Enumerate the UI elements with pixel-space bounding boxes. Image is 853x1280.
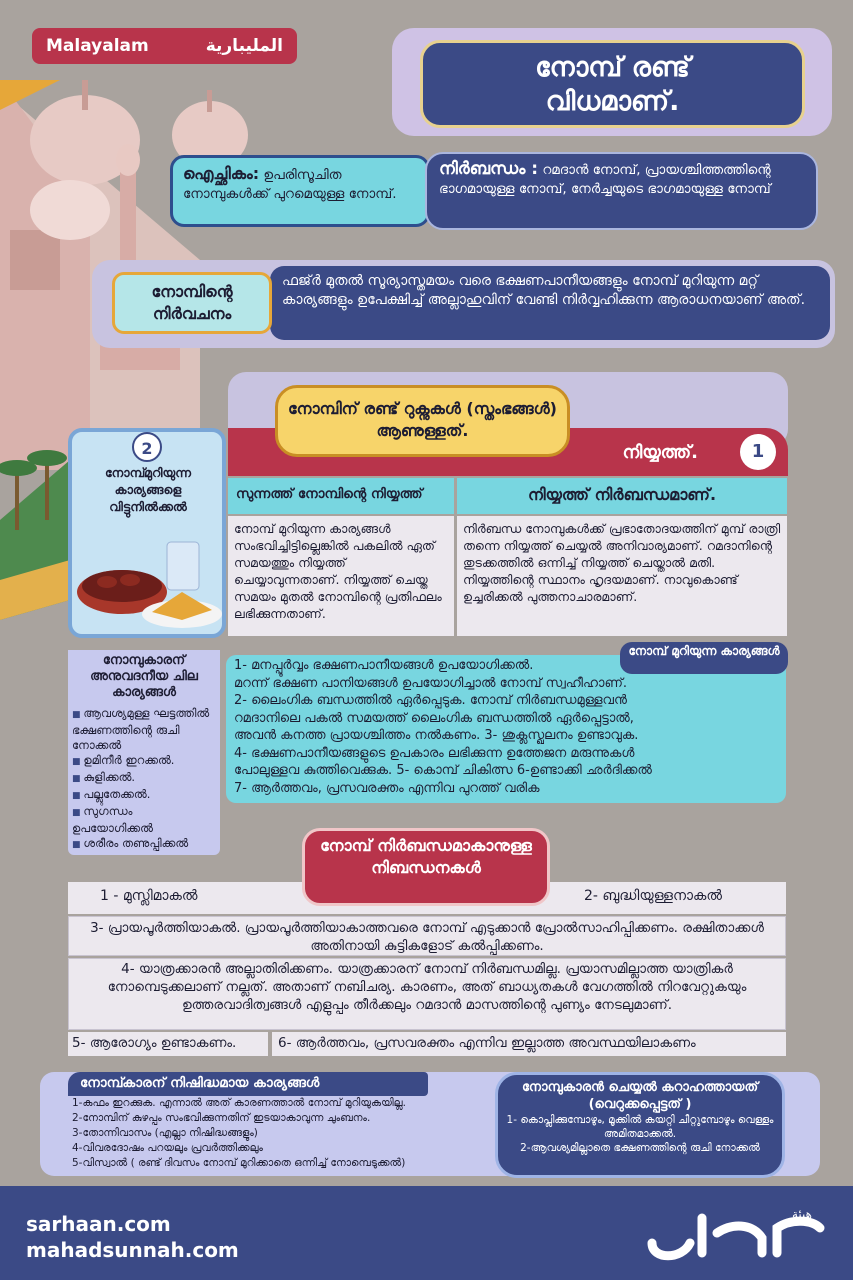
permitted-list: [68, 704, 220, 855]
condition-1: 1 - മുസ്ലിമാകൽ: [100, 888, 198, 904]
list-item: മറന്ന് ഭക്ഷണ പാനിയങ്ങൾ ഉപയോഗിച്ചാൽ നോമ്പ് സ്വഹീഹാണ്.: [234, 675, 628, 691]
list-item: ■ ഉമിനീർ ഇറക്കൽ.: [72, 753, 216, 770]
list-item: ■ പല്ലുതേക്കൽ.: [72, 787, 216, 804]
page-title: [420, 40, 805, 128]
definition-text: ഫജ്ർ മുതൽ സൂര്യാസ്തമയം വരെ ഭക്ഷണപാനീയങ്ങളും നോമ്പ് മുറിയുന്ന മറ്റ് കാര്യങ്ങളും ഉപേക്ഷിച്ച് അല്ലാഹുവിന് വേണ്ടി നിർവ്വഹിക്കുന്ന ആരാധനയാണ് അത്.: [270, 266, 830, 340]
obligatory-fast-box: [425, 152, 818, 230]
list-item: 5-വിസ്വാൽ ( രണ്ട് ദിവസം നോമ്പ് മുറിക്കാതെ ഒന്നിച്ച് നോമ്പെടുക്കൽ): [72, 1157, 406, 1169]
list-item: പോലുള്ളവ കുത്തിവെക്കുക. 5- കൊമ്പ് ചികിത്സ 6-ഉണ്ടാക്കി ഛർദിക്കൽ: [234, 763, 652, 778]
list-item: 3-തോന്നിവാസം (എല്ലാ നിഷിദ്ധങ്ങളും): [72, 1127, 258, 1139]
sunnah-niyyah-heading: സുന്നത്ത് നോമ്പിന്റെ നിയ്യത്ത്: [228, 478, 454, 514]
list-item: ■ കുളിക്കൽ.: [72, 770, 216, 787]
website-link-mahadsunnah[interactable]: mahadsunnah.com: [26, 1238, 239, 1262]
obligatory-label: നിർബന്ധം :: [439, 159, 539, 179]
language-banner: [32, 28, 297, 64]
pillars-label: നോമ്പിന് രണ്ട് റുക്നുകൾ (സ്തംഭങ്ങൾ) ആണുള്ളത്.: [275, 385, 570, 457]
obligatory-text: റമദാൻ നോമ്പ്, പ്രായശ്ചിത്തത്തിന്റെ ഭാഗമായുള്ള നോമ്പ്, നേർച്ചയുടെ ഭാഗമായുള്ള നോമ്പ്: [439, 162, 771, 197]
list-item: അവൻ കനത്ത പ്രായശ്ചിത്തം നൽകണം. 3- ശുക്ലസ്ഖലനം ഉണ്ടാവുക.: [234, 728, 639, 743]
permitted-things-box: [68, 650, 220, 855]
optional-label: ഐച്ഛികം:: [183, 164, 260, 183]
pillar2-number-badge: 2: [132, 432, 162, 462]
list-item: 2- ലൈംഗിക ബന്ധത്തിൽ ഏർപ്പെടുക. നോമ്പ് നിർബന്ധമുള്ളവൻ: [234, 693, 627, 708]
list-item: 2-നോമ്പിന് കുഴപ്പം സംഭവിക്കുന്നതിന് ഇടയാകാവുന്ന ചുംബനം.: [72, 1112, 371, 1124]
optional-text: ഉപരിസൂചിത നോമ്പുകൾക്ക് പുറമെയുള്ള നോമ്പ്.: [183, 167, 397, 202]
title-line-1: നോമ്പ് രണ്ട്: [535, 52, 690, 83]
pillar2-title: നോമ്പ്മുറിയുന്ന കാര്യങ്ങളെ വിട്ടുനിൽക്കൽ: [104, 465, 192, 514]
list-item: റമദാനിലെ പകൽ സമയത്ത് ലൈംഗിക ബന്ധത്തിൽ ഏർപ്പെട്ടാൽ,: [234, 710, 634, 726]
sunnah-niyyah-text: നോമ്പ് മുറിയുന്ന കാര്യങ്ങൾ സംഭവിച്ചിട്ടില്ലെങ്കിൽ പകലിൽ ഏത് സമയത്തും നിയ്യത്ത് ചെയ്യാവുന്നതാണ്. നിയ്യത്ത് ചെയ്ത സമയം മുതൽ നോമ്പിന്റെ പ്രതിഫലം ലഭിക്കുന്നതാണ്.: [228, 516, 454, 636]
wajib-niyyah-text: നിർബന്ധ നോമ്പുകൾക്ക് പ്രഭാതോദയത്തിന് മുമ്പ് രാത്രി തന്നെ നിയ്യത്ത് ചെയ്യൽ അനിവാര്യമാണ്. റമദാനിന്റെ തുടക്കത്തിൽ ഒന്നിച്ച് നിയ്യത്ത് ചെയ്താൽ മതി. നിയ്യത്തിന്റെ സ്ഥാനം ഹൃദയമാണ്. നാവുകൊണ്ട് ഉച്ചരിക്കൽ പുത്തനാചാരമാണ്.: [457, 516, 787, 636]
dates-and-food-icon: [72, 522, 222, 632]
makruh-title: നോമ്പുകാരൻ ചെയ്യൽ കറാഹത്തായത് (വെറുക്കപ്പെട്ടത് ): [521, 1080, 759, 1112]
wajib-niyyah-heading: നിയ്യത്ത് നിർബന്ധമാണ്.: [457, 478, 787, 514]
language-english: Malayalam: [46, 36, 149, 56]
website-link-sarhaan[interactable]: sarhaan.com: [26, 1212, 171, 1236]
list-item: 4- ഭക്ഷണപാനീയങ്ങളുടെ ഉപകാരം ലഭിക്കുന്ന ഉത്തേജന മരുന്നുകൾ: [234, 745, 635, 761]
makruh-item-1: 1- കൊപ്ലിക്കുമ്പോഴും, മൂക്കിൽ കയറ്റി ചീറ്റുമ്പോഴും വെള്ളം അമിതമാക്കൽ.: [506, 1114, 774, 1140]
list-item: ■ ശരീരം തണുപ്പിക്കൽ: [72, 836, 216, 853]
list-item: ■ സുഗന്ധം ഉപയോഗിക്കൽ: [72, 804, 216, 836]
condition-6: 6- ആർത്തവം, പ്രസവരക്തം എന്നിവ ഇല്ലാത്ത അവസ്ഥയിലാകണം: [272, 1032, 786, 1056]
language-arabic: المليبارية: [205, 36, 283, 56]
definition-label: നോമ്പിന്റെ നിർവചനം: [112, 272, 272, 334]
conditions-title: നോമ്പ് നിർബന്ധമാകാനുള്ള നിബന്ധനകൾ: [302, 828, 550, 906]
makruh-box: [495, 1072, 785, 1178]
condition-2: 2- ബുദ്ധിയുള്ളനാകൽ: [584, 888, 722, 904]
list-item: 1-കഫം ഇറക്കുക. എന്നാൽ അത് കാരണത്താൽ നോമ്പ് മുറിയുകയില്ല.: [72, 1097, 406, 1109]
permitted-title: നോമ്പുകാരന് അനുവദനീയ ചില കാര്യങ്ങൾ: [68, 650, 220, 704]
pillar1-title: നിയ്യത്ത്.: [622, 441, 698, 463]
forbidden-title: നോമ്പ്കാരന് നിഷിദ്ധമായ കാര്യങ്ങൾ: [68, 1072, 428, 1096]
condition-4: 4- യാത്രക്കാരൻ അല്ലാതിരിക്കണം. യാത്രക്കാരന് നോമ്പ് നിർബന്ധമില്ല. പ്രയാസമില്ലാത്ത യാത്രികർ നോമ്പെടുക്കലാണ് നല്ലത്. അതാണ് നബിചര്യ. കാരണം, അത് ബാധ്യതകൾ വേഗത്തിൽ നിറവേറ്റുകയും ഉത്തരവാദിത്വങ്ങൾ എളുപ്പം തീർക്കലും റമദാൻ മാസത്തിന്റെ പുണ്യം നേടലുമാണ്.: [68, 958, 786, 1030]
forbidden-list: [72, 1096, 502, 1171]
list-item: 1- മനപ്പൂർവ്വം ഭക്ഷണപാനീയങ്ങൾ ഉപയോഗിക്കൽ.: [234, 658, 534, 673]
condition-3: 3- പ്രായപൂർത്തിയാകൽ. പ്രായപൂർത്തിയാകാത്തവരെ നോമ്പ് എടുക്കാൻ പ്രോൽസാഹിപ്പിക്കണം. രക്ഷിതാക്കൾ അതിനായി കുട്ടികളോട് കൽപ്പിക്കണം.: [68, 916, 786, 956]
makruh-item-2: 2-ആവശ്യമില്ലാതെ ഭക്ഷണത്തിന്റെ രുചി നോക്കൽ: [520, 1142, 760, 1154]
optional-fast-box: [170, 155, 430, 227]
condition-5: 5- ആരോഗ്യം ഉണ്ടാകണം.: [68, 1032, 268, 1056]
list-item: ■ ആവശ്യമുള്ള ഘട്ടത്തിൽ ഭക്ഷണത്തിന്റെ രുചി നോക്കൽ: [72, 706, 216, 753]
logo-small-text: هيئة: [792, 1207, 813, 1221]
title-line-2: വിധമാണ്.: [545, 86, 680, 117]
list-item: 7- ആർത്തവം, പ്രസവരക്തം എന്നിവ പുറത്ത് വരിക: [234, 780, 540, 796]
pillar1-number-badge: 1: [740, 434, 776, 470]
sarhaan-logo-icon: [642, 1198, 832, 1268]
list-item: 4-വിവരദോഷം പറയലും പ്രവർത്തിക്കലും: [72, 1142, 263, 1154]
fast-breakers-box: [226, 655, 786, 803]
fast-breakers-tag: നോമ്പ് മുറിയുന്ന കാര്യങ്ങൾ: [620, 642, 788, 674]
